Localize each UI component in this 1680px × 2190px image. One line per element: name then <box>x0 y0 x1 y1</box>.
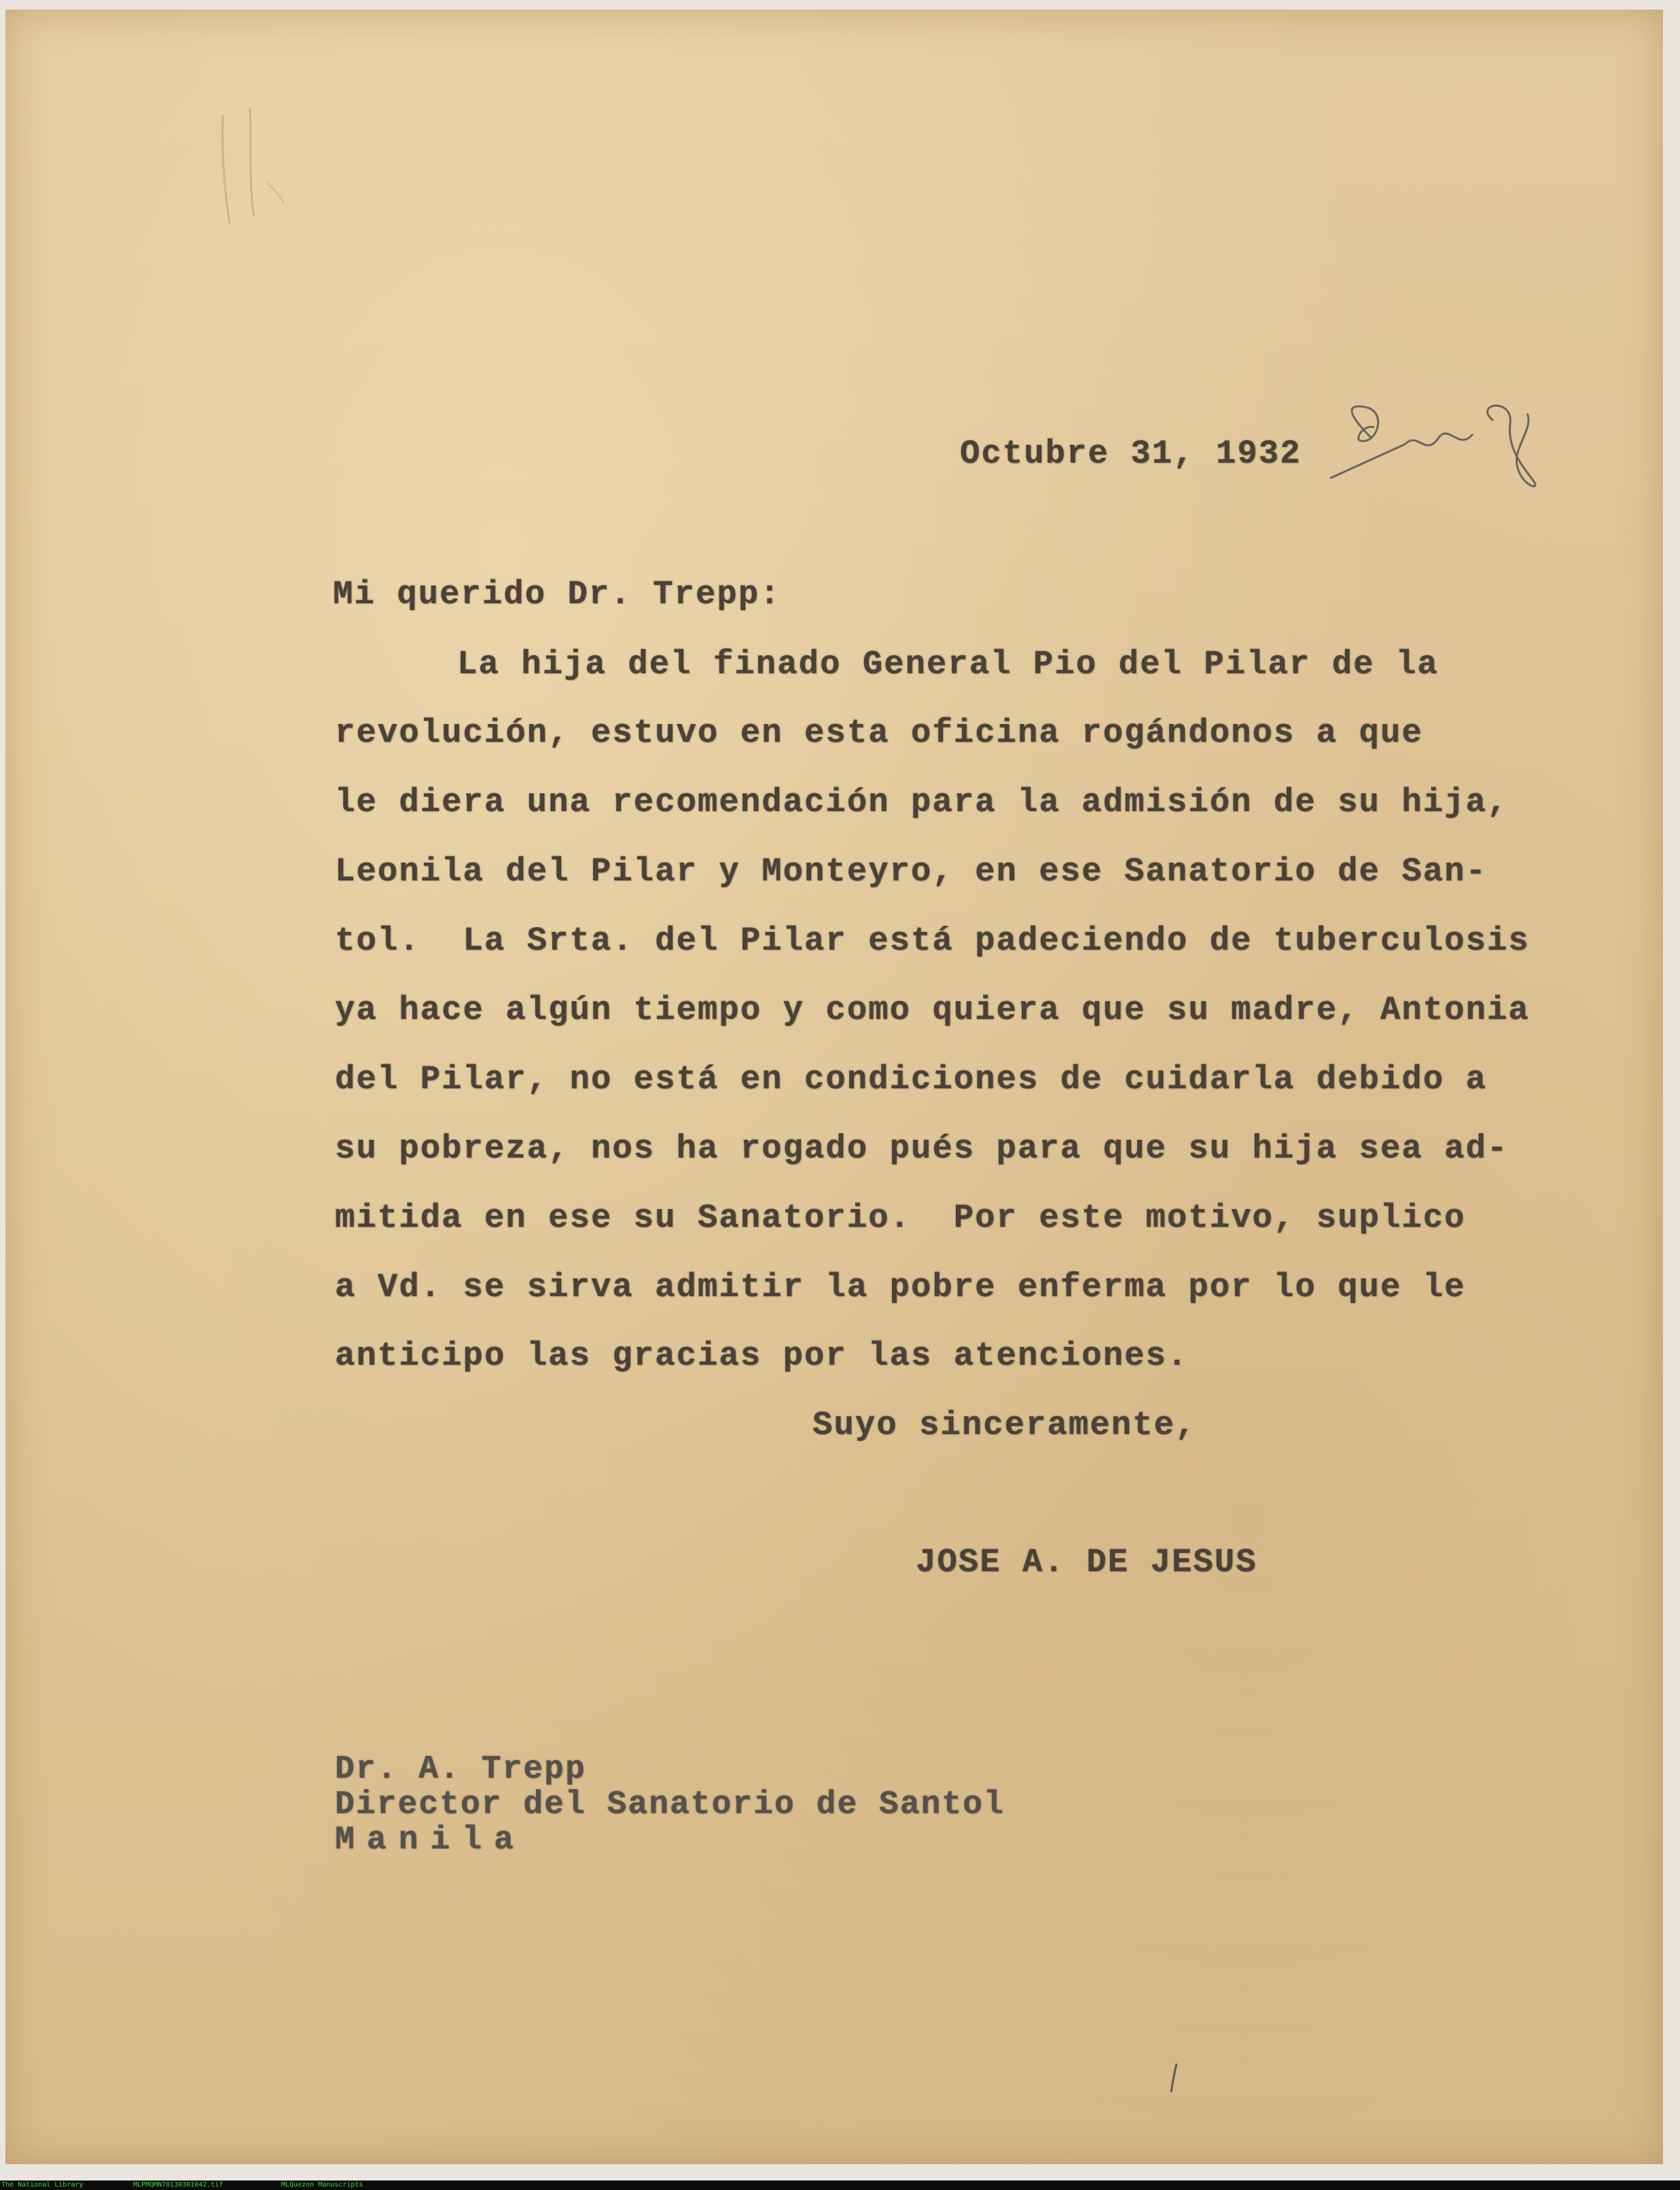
recipient-city: Manila <box>335 1822 526 1859</box>
pencil-tick-icon <box>1167 2061 1181 2095</box>
body-line: del Pilar, no está en condiciones de cuidarla debido a <box>335 1060 1487 1098</box>
body-line: La hija del finado General Pio del Pilar de la <box>457 645 1439 683</box>
body-line: le diera una recomendación para la admisión de su hija, <box>335 783 1509 821</box>
body-line: su pobreza, nos ha rogado pués para que su hija sea ad- <box>335 1130 1509 1168</box>
body-line: mitida en ese su Sanatorio. Por este motivo, suplico <box>335 1199 1466 1237</box>
body-line: tol. La Srta. del Pilar está padeciendo de tuberculosis <box>335 922 1530 960</box>
body-line: Leonila del Pilar y Monteyro, en ese Sanatorio de San- <box>335 852 1487 891</box>
footer-collection: MLQuezon Manuscripts <box>281 2181 363 2189</box>
scan-footer-bar <box>0 2180 1680 2190</box>
closing: Suyo sinceramente, <box>812 1406 1197 1444</box>
body-line: anticipo las gracias por las atenciones. <box>335 1337 1189 1375</box>
footer-library: The National Library <box>1 2181 84 2189</box>
body-line: ya hace algún tiempo y como quiera que su madre, Antonia <box>335 991 1530 1029</box>
footer-filename: MLPMQMN70130301042.tif <box>133 2181 224 2189</box>
recipient-title: Director del Sanatorio de Santol <box>335 1787 1005 1823</box>
letter-paper <box>5 10 1663 2164</box>
salutation: Mi querido Dr. Trepp: <box>333 575 781 613</box>
recipient-name: Dr. A. Trepp <box>335 1751 586 1788</box>
faint-pencil-mark-icon <box>209 88 298 237</box>
signature-name: JOSE A. DE JESUS <box>916 1543 1257 1581</box>
letter-date: Octubre 31, 1932 <box>960 435 1302 473</box>
body-line: a Vd. se sirva admitir la pobre enferma por lo que le <box>335 1268 1466 1306</box>
handwritten-initials-icon <box>1323 397 1554 492</box>
body-line: revolución, estuvo en esta oficina rogándonos a que <box>335 714 1423 752</box>
